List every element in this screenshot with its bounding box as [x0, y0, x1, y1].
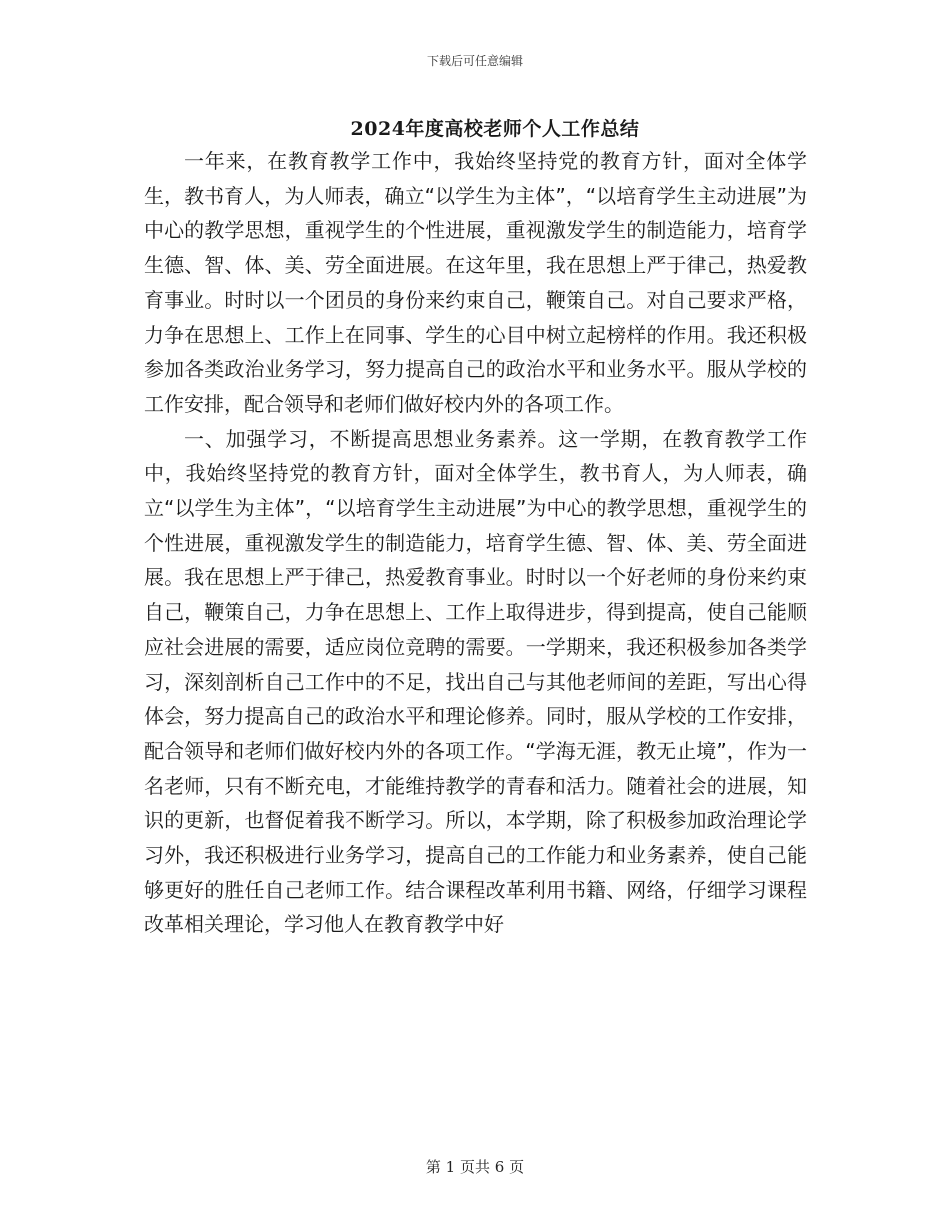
paragraph-intro: 一年来，在教育教学工作中，我始终坚持党的教育方针，面对全体学生，教书育人，为人师表，确立“以学生为主体”，“以培育学生主动进展”为中心的教学思想，重视学生的个性进展，重视激发学生的制造能力，培育学生德、智、体、美、劳全面进展。在这年里，我在思想上严于律己，热爱教育事业。时时以一个团员的身份来约束自己，鞭策自己。对自己要求严格，力争在思想上、工作上在同事、学生的心目中树立起榜样的作用。我还积极参加各类政治业务学习，努力提高自己的政治水平和业务水平。服从学校的工作安排，配合领导和老师们做好校内外的各项工作。 [144, 149, 807, 416]
document-body [144, 144, 807, 942]
header-note: 下载后可任意编辑 [426, 54, 523, 68]
paragraph-section-1: 一、加强学习，不断提高思想业务素养。这一学期，在教育教学工作中，我始终坚持党的教育方针，面对全体学生，教书育人，为人师表，确立“以学生为主体”，“以培育学生主动进展”为中心的教学思想，重视学生的个性进展，重视激发学生的制造能力，培育学生德、智、体、美、劳全面进展。我在思想上严于律己，热爱教育事业。时时以一个好老师的身份来约束自己，鞭策自己，力争在思想上、工作上取得进步，得到提高，使自己能顺应社会进展的需要，适应岗位竞聘的需要。一学期来，我还积极参加各类学习，深刻剖析自己工作中的不足，找出自己与其他老师间的差距，写出心得体会，努力提高自己的政治水平和理论修养。同时，服从学校的工作安排，配合领导和老师们做好校内外的各项工作。“学海无涯，教无止境”，作为一名老师，只有不断充电，才能维持教学的青春和活力。随着社会的进展，知识的更新，也督促着我不断学习。所以，本学期，除了积极参加政治理论学习外，我还积极进行业务学习，提高自己的工作能力和业务素养，使自己能够更好的胜任自己老师工作。结合课程改革利用书籍、网络，仔细学习课程改革相关理论，学习他人在教育教学中好 [144, 426, 807, 937]
document-title: 2024年度高校老师个人工作总结 [350, 118, 640, 140]
page-indicator: 第 1 页共 6 页 [425, 1158, 525, 1176]
